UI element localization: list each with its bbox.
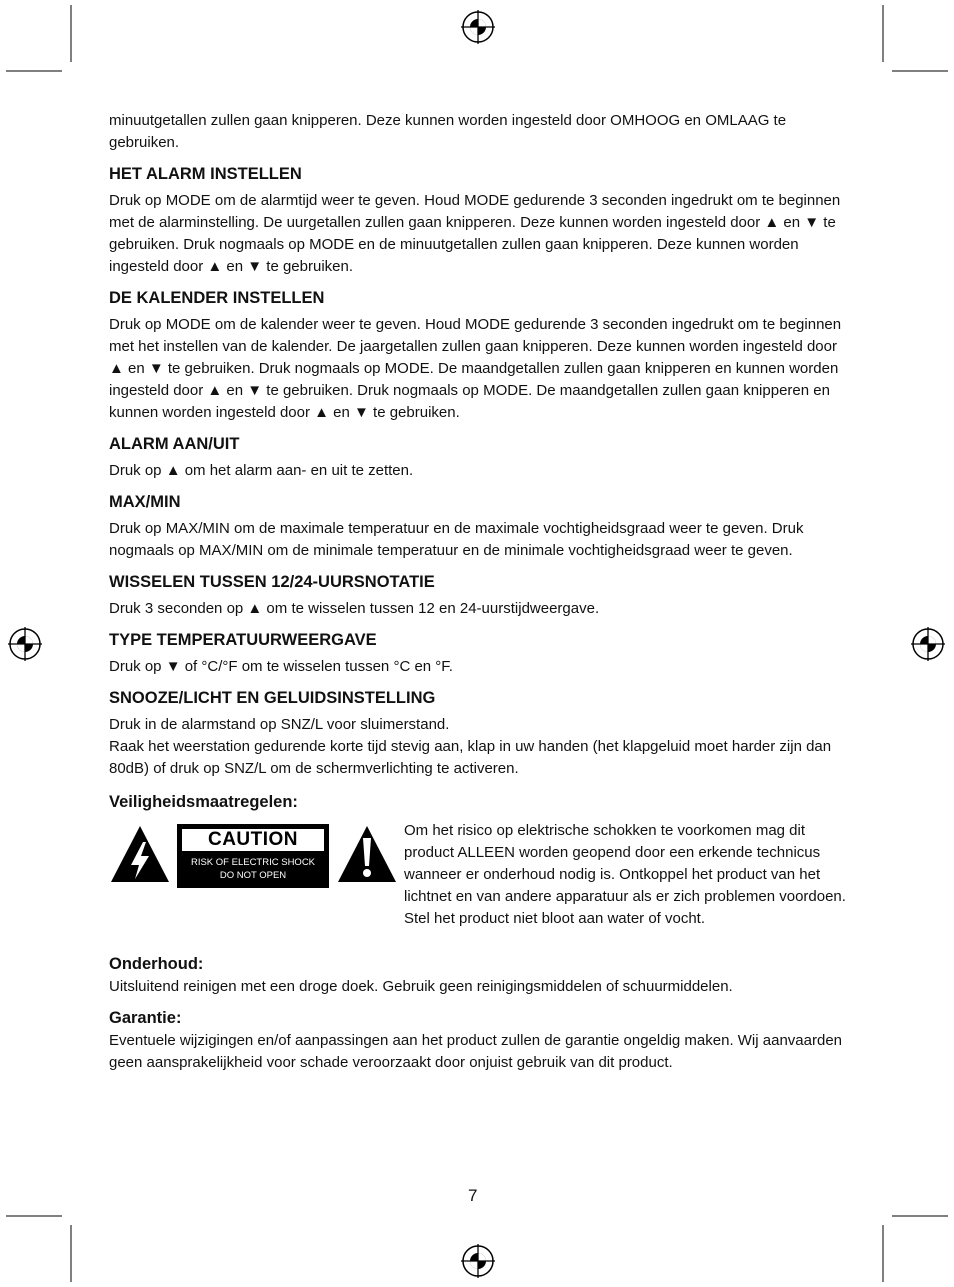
section-alarm-setting (109, 164, 849, 278)
intro-paragraph: minuutgetallen zullen gaan knipperen. Deze kunnen worden ingesteld door OMHOOG en OMLAAG te gebruiken. (109, 112, 787, 151)
section-maintenance (109, 954, 849, 998)
page-content (109, 110, 849, 1074)
section-text: Raak het weerstation gedurende korte tijd stevig aan, klap in uw handen (het klapgeluid moet harder zijn dan 80dB) of druk op SNZ/L om de schermverlichting te activeren. (109, 738, 832, 777)
section-heading: Onderhoud: (109, 955, 204, 973)
section-max-min (109, 492, 849, 562)
section-snooze-light (109, 688, 849, 780)
section-heading: WISSELEN TUSSEN 12/24-UURSNOTATIE (109, 573, 435, 591)
registration-mark-bottom-icon (461, 1244, 495, 1278)
safety-row (109, 816, 849, 946)
section-heading: TYPE TEMPERATUURWEERGAVE (109, 631, 377, 649)
page-number: 7 (468, 1186, 478, 1205)
section-heading: ALARM AAN/UIT (109, 435, 240, 453)
section-text: Druk in de alarmstand op SNZ/L voor sluimerstand. (109, 716, 450, 733)
section-heading: MAX/MIN (109, 493, 181, 511)
section-calendar-setting (109, 288, 849, 424)
section-temperature-unit (109, 630, 849, 678)
caution-line: RISK OF ELECTRIC SHOCK (190, 857, 316, 868)
section-alarm-on-off (109, 434, 849, 482)
caution-label (177, 824, 329, 888)
registration-mark-top-icon (461, 10, 495, 44)
registration-mark-right-icon (911, 627, 945, 661)
caution-subtext (178, 856, 328, 882)
exclamation-warning-icon (336, 824, 398, 884)
section-heading: DE KALENDER INSTELLEN (109, 289, 325, 307)
section-heading: SNOOZE/LICHT EN GELUIDSINSTELLING (109, 689, 436, 707)
section-text: Druk op ▲ om het alarm aan- en uit te zetten. (109, 462, 414, 479)
section-text: Druk op MODE om de kalender weer te geven. Houd MODE gedurende 3 seconden ingedrukt om te beginnen met het instellen van de kalender. De jaargetallen zullen gaan knipperen. Deze kunnen worden ingesteld door ▲ en ▼ te gebruiken. Druk nogmaals op MODE. De maandgetallen zullen gaan knipperen en kunnen worden ingesteld door ▲ en ▼ te gebruiken. Druk nogmaals op MODE. De maandgetallen zullen gaan knipperen en kunnen worden ingesteld door ▲ en ▼ te gebruiken. (109, 316, 842, 421)
section-heading: Veiligheidsmaatregelen: (109, 793, 298, 811)
caution-title: CAUTION (182, 829, 324, 851)
section-text: Druk op ▼ of °C/°F om te wisselen tussen °C en °F. (109, 658, 453, 675)
lightning-warning-icon (109, 824, 171, 884)
registration-mark-left-icon (8, 627, 42, 661)
section-heading: Garantie: (109, 1009, 182, 1027)
section-warranty (109, 1008, 849, 1074)
section-12-24-format (109, 572, 849, 620)
section-text: Druk 3 seconden op ▲ om te wisselen tussen 12 en 24-uurstijdweergave. (109, 600, 600, 617)
section-text: Druk op MODE om de alarmtijd weer te geven. Houd MODE gedurende 3 seconden ingedrukt om te beginnen met de alarminstelling. De uurgetallen zullen gaan knipperen. Deze kunnen worden ingesteld door ▲ en ▼ te gebruiken. Druk nogmaals op MODE en de minuutgetallen zullen gaan knipperen. Deze kunnen worden ingesteld door ▲ en ▼ te gebruiken. (109, 192, 841, 275)
section-safety (109, 792, 849, 946)
safety-text: Om het risico op elektrische schokken te voorkomen mag dit product ALLEEN worden geopend door een erkende technicus wanneer er onderhoud nodig is. Ontkoppel het product van het lichtnet en van andere apparatuur als er zich problemen voordoen. Stel het product niet bloot aan water of vocht. (404, 822, 846, 927)
section-text: Druk op MAX/MIN om de maximale temperatuur en de maximale vochtigheidsgraad weer te geven. Druk nogmaals op MAX/MIN om de minimale temperatuur en de minimale vochtigheidsgraad weer te geven. (109, 520, 804, 559)
section-text: Uitsluitend reinigen met een droge doek. Gebruik geen reinigingsmiddelen of schuurmiddelen. (109, 978, 733, 995)
section-text: Eventuele wijzigingen en/of aanpassingen aan het product zullen de garantie ongeldig maken. Wij aanvaarden geen aansprakelijkheid voor schade veroorzaakt door onjuist gebruik van dit product. (109, 1032, 843, 1071)
section-heading: HET ALARM INSTELLEN (109, 165, 302, 183)
caution-line: DO NOT OPEN (219, 870, 287, 881)
